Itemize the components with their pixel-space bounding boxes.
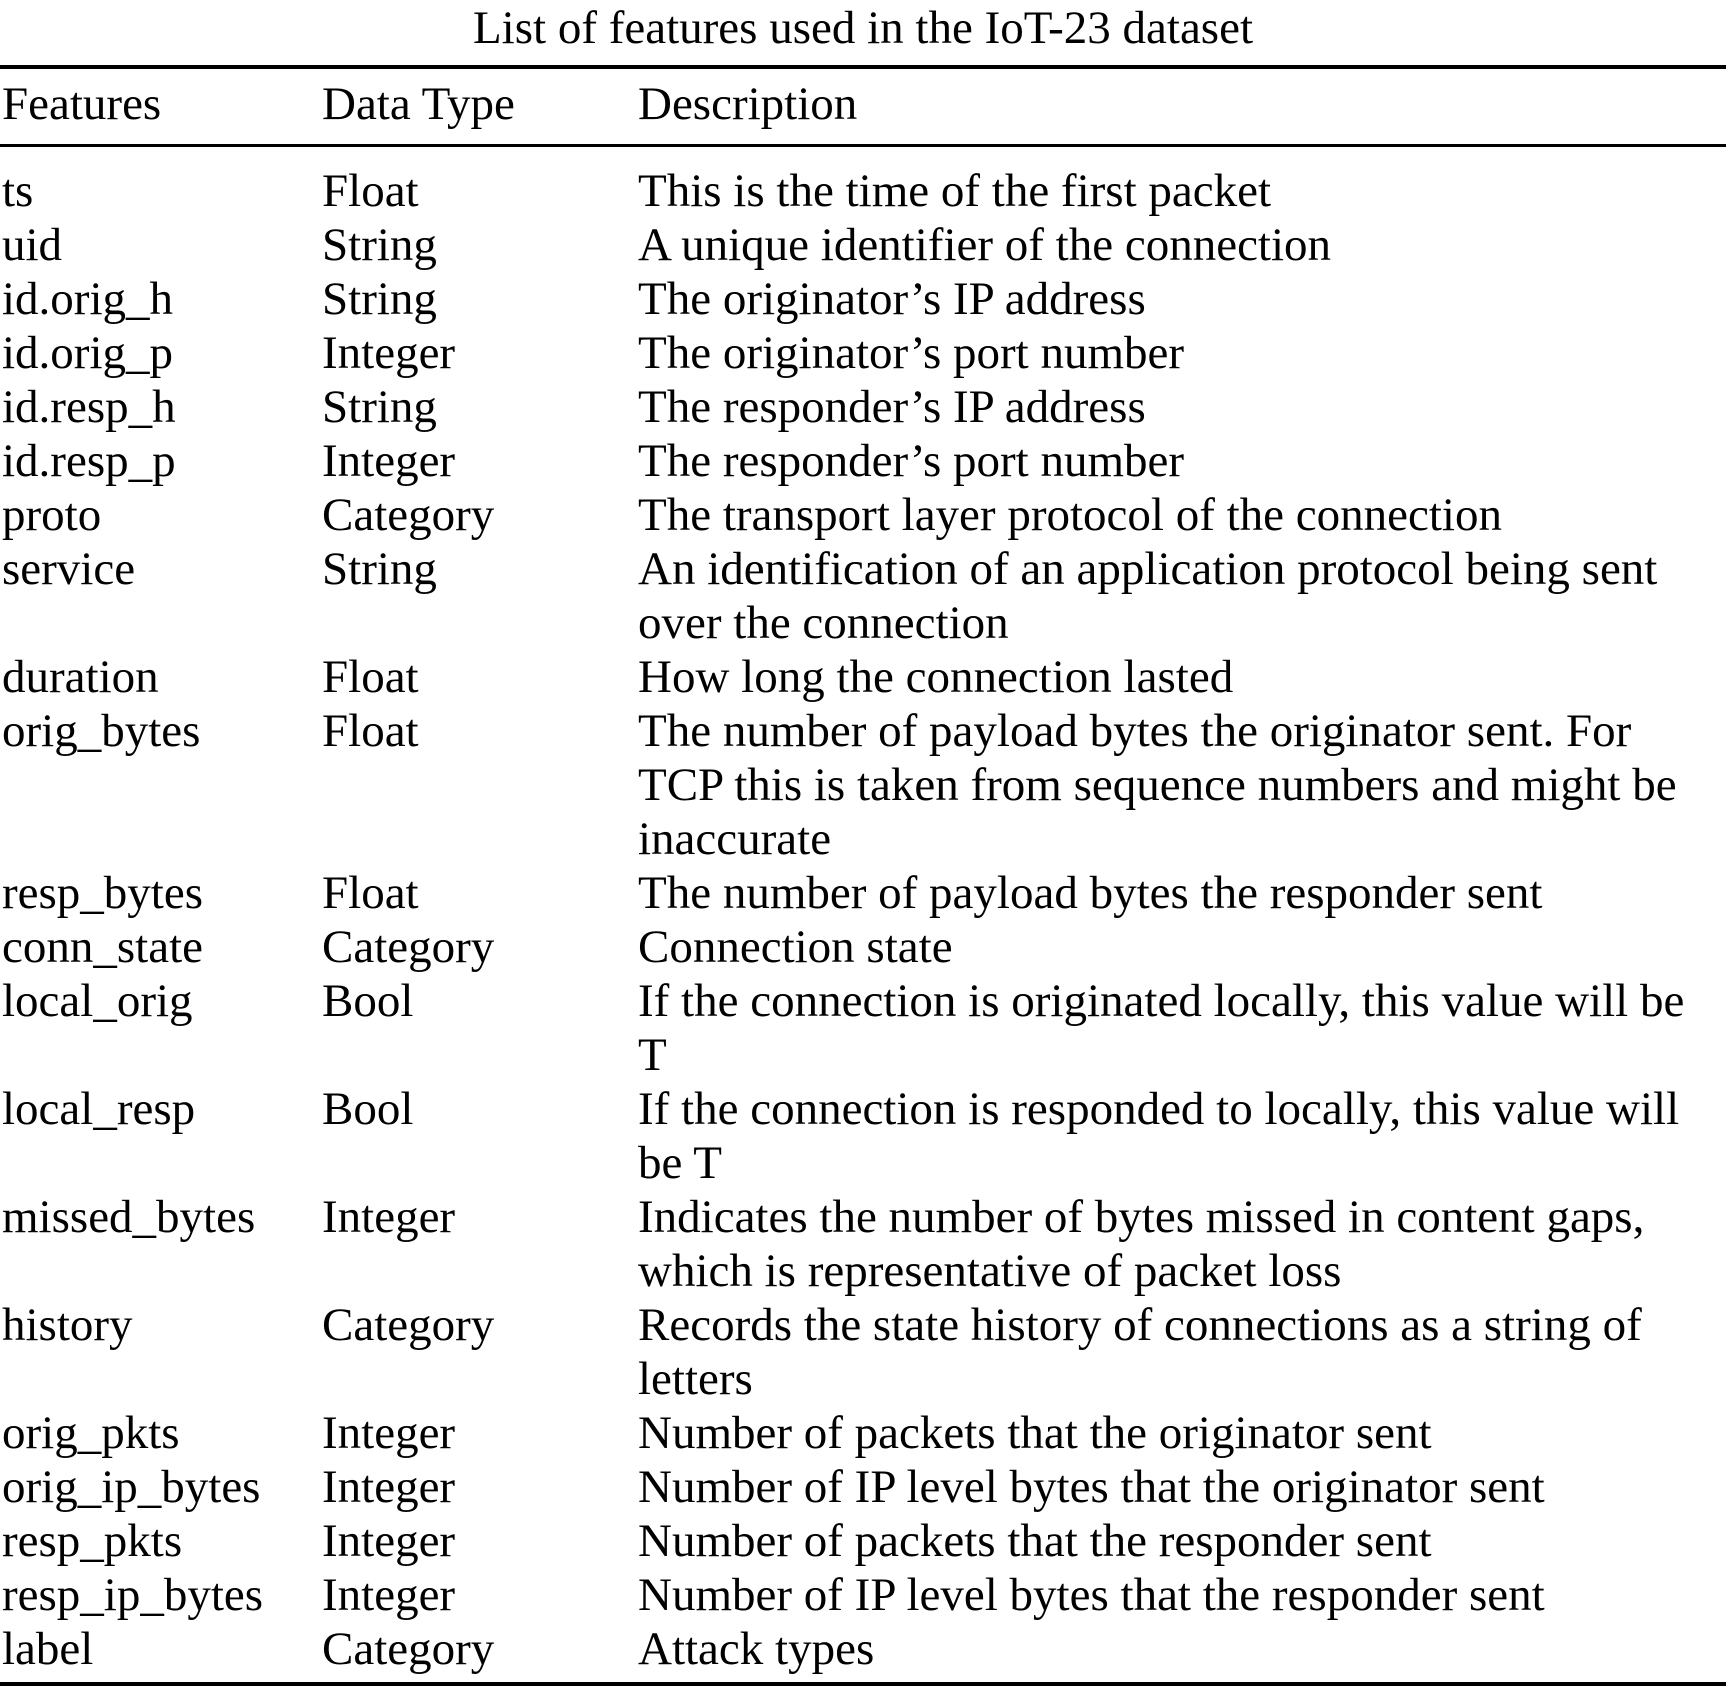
description-cell: The responder’s IP address <box>638 381 1146 433</box>
table-row <box>0 218 1726 272</box>
type-cell: Float <box>322 705 419 757</box>
col-header-description: Description <box>638 67 1726 146</box>
table-body <box>0 146 1726 1685</box>
table-caption: List of features used in the IoT-23 dataset <box>472 2 1254 54</box>
description-cell: Number of packets that the originator sent <box>638 1407 1432 1459</box>
feature-cell: resp_pkts <box>2 1515 183 1567</box>
table-header-row <box>0 67 1726 146</box>
description-cell: Indicates the number of bytes missed in content gaps, which is representative of packet loss <box>638 1191 1645 1297</box>
type-cell: Integer <box>322 1407 456 1459</box>
type-cell: Integer <box>322 1515 456 1567</box>
table-row <box>0 488 1726 542</box>
feature-cell: orig_bytes <box>2 705 201 757</box>
type-cell: Integer <box>322 327 456 379</box>
type-cell: Bool <box>322 975 414 1027</box>
description-cell: An identification of an application protocol being sent over the connection <box>638 543 1658 649</box>
table-row <box>0 650 1726 704</box>
type-cell: Integer <box>322 435 456 487</box>
description-cell: A unique identifier of the connection <box>638 219 1332 271</box>
description-cell: Attack types <box>638 1623 875 1675</box>
description-cell: This is the time of the first packet <box>638 165 1272 217</box>
type-cell: Float <box>322 165 419 217</box>
type-cell: Category <box>322 921 495 973</box>
description-cell: The transport layer protocol of the connection <box>638 489 1502 541</box>
table-row <box>0 1190 1726 1298</box>
description-cell: If the connection is responded to locally, this value will be T <box>638 1083 1680 1189</box>
feature-cell: resp_bytes <box>2 867 204 919</box>
type-cell: Bool <box>322 1083 414 1135</box>
table-row <box>0 434 1726 488</box>
description-cell: The number of payload bytes the originator sent. For TCP this is taken from sequence numbers and might be inaccurate <box>638 705 1677 865</box>
table-row <box>0 272 1726 326</box>
type-cell: String <box>322 543 437 595</box>
type-cell: Category <box>322 489 495 541</box>
type-cell: Float <box>322 867 419 919</box>
description-cell: Number of IP level bytes that the responder sent <box>638 1569 1545 1621</box>
table-row <box>0 1082 1726 1190</box>
feature-cell: orig_ip_bytes <box>2 1461 261 1513</box>
type-cell: Integer <box>322 1191 456 1243</box>
description-cell: Number of packets that the responder sent <box>638 1515 1432 1567</box>
description-cell: Connection state <box>638 921 953 973</box>
feature-cell: local_orig <box>2 975 193 1027</box>
description-cell: Number of IP level bytes that the originator sent <box>638 1461 1545 1513</box>
feature-cell: id.resp_h <box>2 381 176 433</box>
col-header-data-type: Data Type <box>322 67 638 146</box>
feature-cell: service <box>2 543 136 595</box>
feature-cell: uid <box>2 219 63 271</box>
table-row <box>0 542 1726 650</box>
feature-cell: id.orig_p <box>2 327 174 379</box>
type-cell: String <box>322 381 437 433</box>
feature-cell: duration <box>2 651 159 703</box>
table-row <box>0 1514 1726 1568</box>
type-cell: String <box>322 273 437 325</box>
type-cell: Integer <box>322 1461 456 1513</box>
description-cell: The number of payload bytes the responder sent <box>638 867 1543 919</box>
feature-cell: orig_pkts <box>2 1407 180 1459</box>
type-cell: Integer <box>322 1569 456 1621</box>
feature-cell: id.resp_p <box>2 435 176 487</box>
table-row <box>0 704 1726 866</box>
table-row <box>0 974 1726 1082</box>
table-row <box>0 326 1726 380</box>
description-cell: The responder’s port number <box>638 435 1185 487</box>
features-table <box>0 65 1726 1686</box>
table-row <box>0 146 1726 219</box>
description-cell: The originator’s IP address <box>638 273 1146 325</box>
table-row <box>0 1622 1726 1684</box>
feature-cell: label <box>2 1623 94 1675</box>
table-row <box>0 866 1726 920</box>
feature-cell: ts <box>2 165 34 217</box>
description-cell: Records the state history of connections as a string of letters <box>638 1299 1642 1405</box>
feature-cell: history <box>2 1299 133 1351</box>
col-header-features: Features <box>0 67 322 146</box>
feature-cell: resp_ip_bytes <box>2 1569 264 1621</box>
table-row <box>0 920 1726 974</box>
type-cell: String <box>322 219 437 271</box>
table-row <box>0 1406 1726 1460</box>
feature-cell: proto <box>2 489 102 541</box>
table-row <box>0 1460 1726 1514</box>
type-cell: Float <box>322 651 419 703</box>
feature-cell: id.orig_h <box>2 273 174 325</box>
feature-cell: conn_state <box>2 921 203 973</box>
table-row <box>0 1568 1726 1622</box>
feature-cell: local_resp <box>2 1083 196 1135</box>
table-row <box>0 380 1726 434</box>
type-cell: Category <box>322 1623 495 1675</box>
type-cell: Category <box>322 1299 495 1351</box>
description-cell: The originator’s port number <box>638 327 1185 379</box>
feature-cell: missed_bytes <box>2 1191 256 1243</box>
table-row <box>0 1298 1726 1406</box>
description-cell: If the connection is originated locally, this value will be T <box>638 975 1685 1081</box>
description-cell: How long the connection lasted <box>638 651 1234 703</box>
